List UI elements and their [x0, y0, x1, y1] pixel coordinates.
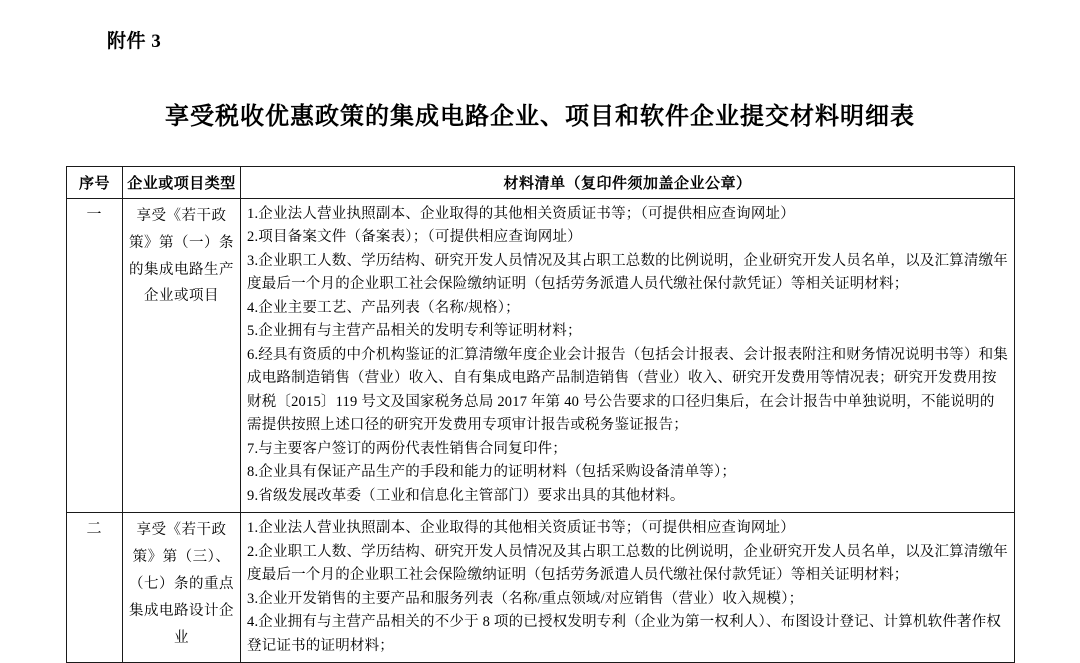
attachment-label: 附件 3 [107, 31, 162, 52]
row-seq: 一 [67, 199, 123, 513]
material-item: 4.企业主要工艺、产品列表（名称/规格）； [247, 299, 520, 316]
material-item: 1.企业法人营业执照副本、企业取得的其他相关资质证书等；（可提供相应查询网址） [247, 520, 795, 537]
material-item: 2.项目备案文件（备案表）；（可提供相应查询网址） [247, 229, 582, 246]
column-header-seq: 序号 [67, 167, 123, 199]
table-row [67, 513, 1015, 663]
material-item: 2.企业职工人数、学历结构、研究开发人员情况及其占职工总数的比例说明，企业研究开发人员名单，以及汇算清缴年度最后一个月的企业职工社会保险缴纳证明（包括劳务派遣人员代缴社保付款凭证）等相关证明材料； [247, 543, 1008, 584]
materials-table [66, 166, 1015, 663]
material-item: 3.企业职工人数、学历结构、研究开发人员情况及其占职工总数的比例说明，企业研究开发人员名单，以及汇算清缴年度最后一个月的企业职工社会保险缴纳证明（包括劳务派遣人员代缴社保付款凭证）等相关证明材料； [247, 252, 1008, 293]
row-seq: 二 [67, 513, 123, 663]
table-header-row [67, 167, 1015, 199]
material-item: 9.省级发展改革委（工业和信息化主管部门）要求出具的其他材料。 [247, 487, 685, 504]
material-item: 3.企业开发销售的主要产品和服务列表（名称/重点领域/对应销售（营业）收入规模）； [247, 590, 804, 607]
column-header-type: 企业或项目类型 [123, 167, 241, 199]
material-item: 8.企业具有保证产品生产的手段和能力的证明材料（包括采购设备清单等）； [247, 464, 737, 481]
material-item: 5.企业拥有与主营产品相关的发明专利等证明材料； [247, 323, 582, 340]
material-item: 7.与主要客户签订的两份代表性销售合同复印件； [247, 440, 567, 457]
row-type: 享受《若干政策》第（一）条的集成电路生产企业或项目 [123, 199, 241, 513]
row-material-list [241, 199, 1015, 513]
material-item: 6.经具有资质的中介机构鉴证的汇算清缴年度企业会计报告（包括会计报表、会计报表附注和财务情况说明书等）和集成电路制造销售（营业）收入、自有集成电路产品制造销售（营业）收入、研究开发费用等情况表；研究开发费用按财税〔2015〕119 号文及国家税务总局 2017 年第 40 号公告要求的口径归集后，在会计报告中单独说明，不能说明的需提供按照上述口径的研究开发费用专项审计报告或税务鉴证报告； [247, 346, 1008, 434]
column-header-list: 材料清单（复印件须加盖企业公章） [241, 167, 1015, 199]
row-material-list [241, 513, 1015, 663]
material-item: 4.企业拥有与主营产品相关的不少于 8 项的已授权发明专利（企业为第一权利人）、布图设计登记、计算机软件著作权登记证书的证明材料； [247, 614, 1002, 654]
row-type: 享受《若干政策》第（三）、（七）条的重点集成电路设计企业 [123, 513, 241, 663]
page-title: 享受税收优惠政策的集成电路企业、项目和软件企业提交材料明细表 [165, 104, 915, 130]
table-row [67, 199, 1015, 513]
material-item: 1.企业法人营业执照副本、企业取得的其他相关资质证书等；（可提供相应查询网址） [247, 206, 795, 222]
